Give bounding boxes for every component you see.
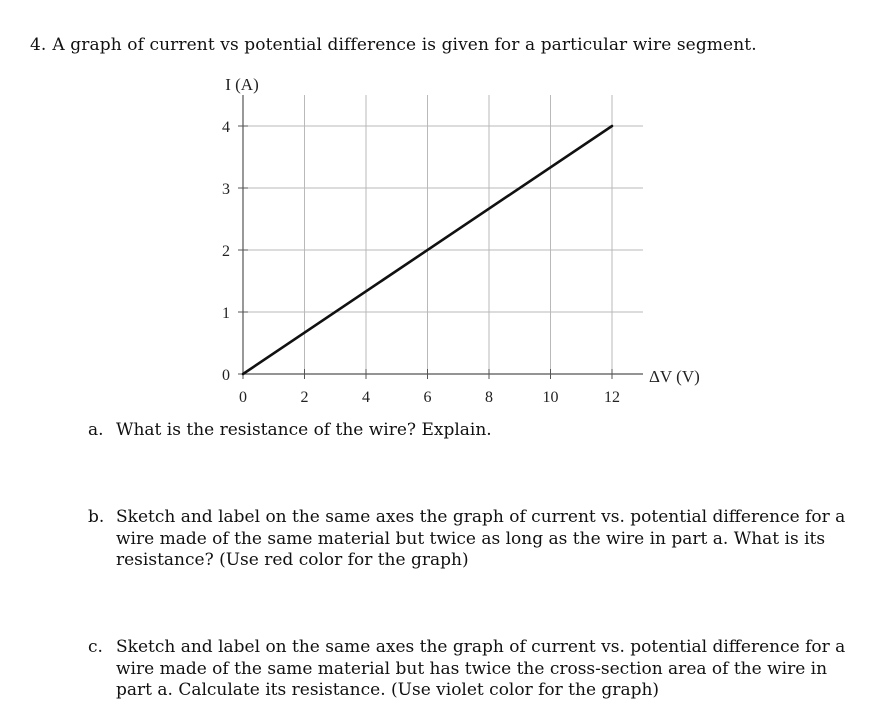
x-tick-label: 4	[362, 389, 370, 406]
y-tick-label: 0	[222, 367, 230, 384]
x-tick-label: 0	[239, 389, 247, 406]
x-tick-label: 8	[485, 389, 493, 406]
y-tick-label: 3	[222, 181, 230, 198]
y-tick-label: 4	[222, 119, 230, 136]
x-tick-label: 6	[423, 389, 432, 406]
part-b	[88, 507, 868, 572]
x-axis-label: ΔV (V)	[649, 367, 700, 386]
question-number: 4.	[30, 35, 47, 55]
part-a-letter: a.	[88, 420, 104, 440]
y-axis-label: I (A)	[225, 75, 259, 94]
part-c-text: Sketch and label on the same axes the graph of current vs. potential difference for a wire made of the same material but has twice the cross-section area of the wire in part a. Calculate its resistance. (Use violet color for the graph)	[116, 637, 846, 700]
part-c-letter: c.	[88, 637, 103, 657]
y-tick-label: 1	[222, 305, 230, 322]
x-tick-label: 2	[300, 389, 309, 406]
y-tick-label: 2	[222, 243, 230, 260]
part-a-text: What is the resistance of the wire? Explain.	[116, 420, 492, 440]
x-tick-label: 10	[542, 389, 559, 406]
question-text: A graph of current vs potential difference is given for a particular wire segment.	[52, 35, 757, 55]
part-c	[88, 637, 868, 702]
part-b-letter: b.	[88, 507, 105, 527]
part-a	[88, 420, 868, 442]
x-tick-label: 12	[604, 389, 620, 406]
part-b-text: Sketch and label on the same axes the graph of current vs. potential difference for a wire made of the same material but twice as long as the wire in part a. What is its resistance? (Use red color for the graph)	[116, 507, 846, 570]
